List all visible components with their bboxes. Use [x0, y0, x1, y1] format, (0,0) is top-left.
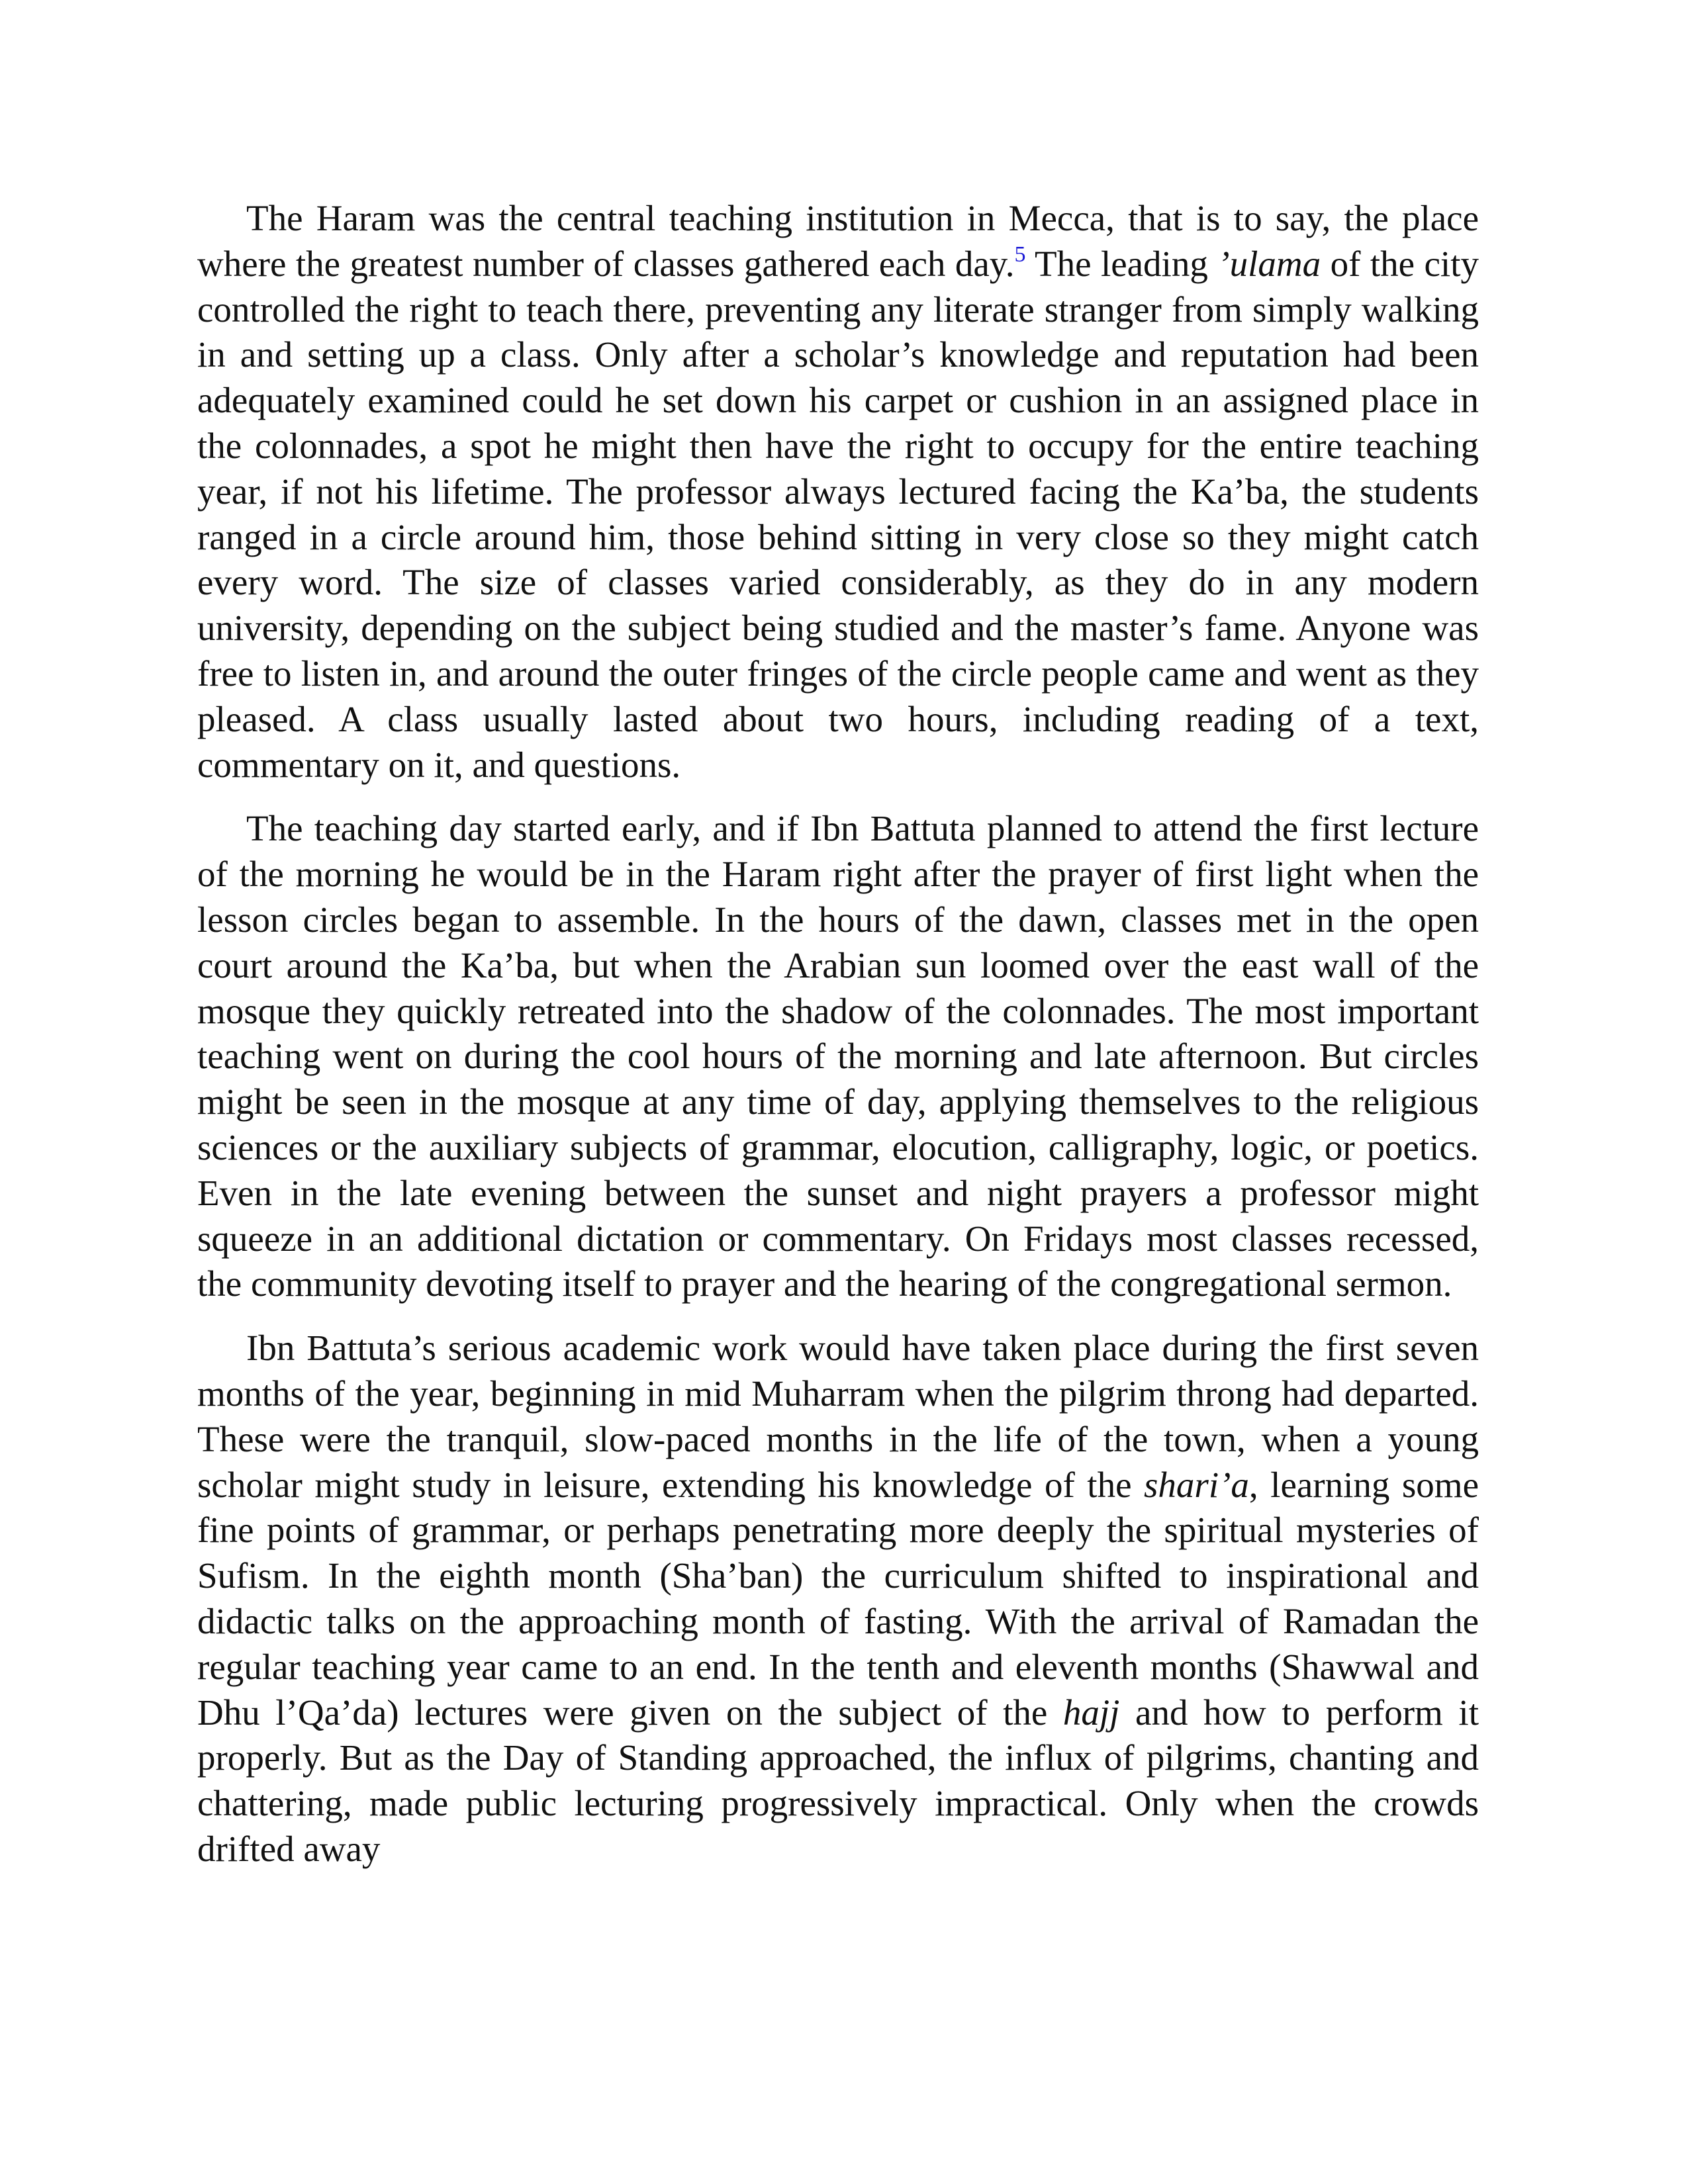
text-run: , learning some fine points of grammar, or perhaps penetrating more deeply the spiritual mysteries of Sufism. In the eighth month (Sha’ban) the curriculum shifted to inspirational and didactic talks on the approaching month of fasting. With the arrival of Ramadan the regular teaching year came to an end. In the tenth and eleventh months (Shawwal and Dhu l’Qa’da) lectures were given on the subject of the: [197, 1464, 1479, 1733]
text-run: and how to perform it properly. But as the Day of Standing approached, the influx of pilgrims, chanting and chattering, made public lecturing progressively impractical. Only when the crowds drifted away: [197, 1692, 1479, 1869]
text-run: Ibn Battuta’s serious academic work would have taken place during the first seven months of the year, beginning in mid Muharram when the pilgrim throng had departed. These were the tranquil, slow-paced months in the life of the town, when a young scholar might study in leisure, extending his knowledge of the: [197, 1328, 1479, 1505]
italic-term: shari’a: [1144, 1464, 1249, 1505]
text-run: The leading: [1025, 243, 1218, 284]
text-run: of the city controlled the right to teach there, preventing any literate stranger from simply walking in and setting up a class. Only after a scholar’s knowledge and reputation had been adequately examined could he set down his carpet or cushion in an assigned place in the colonnades, a spot he might then have the right to occupy for the entire teaching year, if not his lifetime. The professor always lectured facing the Ka’ba, the students ranged in a circle around him, those behind sitting in very close so they might catch every word. The size of classes varied considerably, as they do in any modern university, depending on the subject being studied and the master’s fame. Anyone was free to listen in, and around the outer fringes of the circle people came and went as they pleased. A class usually lasted about two hours, including reading of a text, commentary on it, and questions.: [197, 243, 1479, 785]
italic-term: hajj: [1062, 1692, 1120, 1733]
text-run: The teaching day started early, and if Ibn Battuta planned to attend the first lecture of the morning he would be in the Haram right after the prayer of first light when the lesson circles began to assemble. In the hours of the dawn, classes met in the open court around the Ka’ba, but when the Arabian sun loomed over the east wall of the mosque they quickly retreated into the shadow of the colonnades. The most important teaching went on during the cool hours of the morning and late afternoon. But circles might be seen in the mosque at any time of day, applying themselves to the religious sciences or the auxiliary subjects of grammar, elocution, calligraphy, logic, or poetics. Even in the late evening between the sunset and night prayers a professor might squeeze in an additional dictation or commentary. On Fridays most classes recessed, the community devoting itself to prayer and the hearing of the congregational sermon.: [197, 808, 1479, 1304]
page-body: [197, 196, 1479, 1891]
text-run: The Haram was the central teaching institution in Mecca, that is to say, the place where the greatest number of classes gathered each day.: [197, 198, 1479, 284]
italic-term: ’ulama: [1217, 243, 1321, 284]
paragraph-2: [197, 806, 1479, 1307]
paragraph-1: [197, 196, 1479, 788]
footnote-reference-link[interactable]: 5: [1014, 242, 1026, 267]
paragraph-3: [197, 1326, 1479, 1872]
